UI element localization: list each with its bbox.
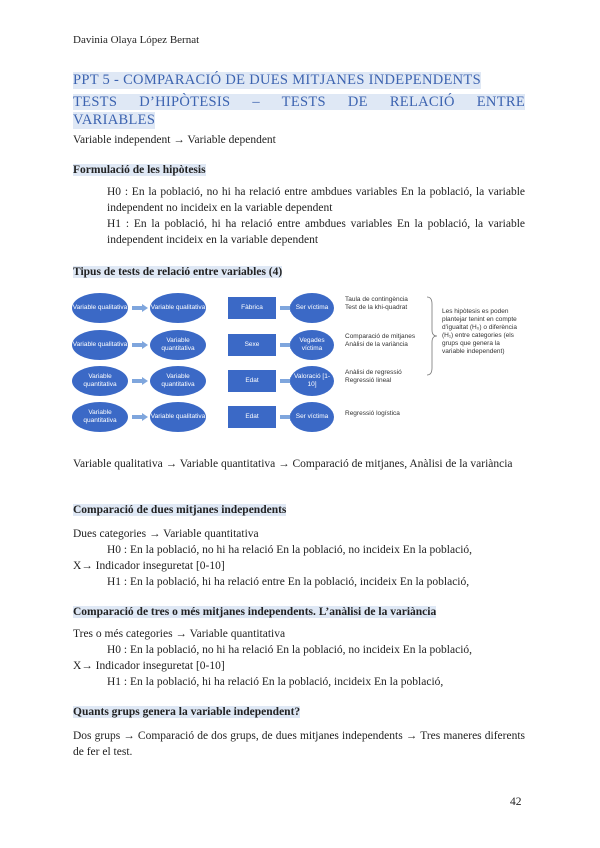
page-title-line-2-text: TESTS D’HIPÒTESIS – TESTS DE RELACIÓ ENTRE — [73, 94, 525, 110]
anova-line: Tres o més categories → Variable quantitativa — [73, 628, 286, 640]
diagram-node: Variable quantitativa — [150, 366, 206, 396]
heading-text: Comparació de dues mitjanes independents — [73, 504, 287, 516]
author-header: Davinia Olaya López Bernat — [73, 34, 200, 46]
test-label: Anàlisi de la variància — [345, 341, 408, 348]
note-line: d’igualtat (H₀) o diferència — [442, 324, 517, 331]
intro-text: Variable independent → Variable dependent — [73, 134, 276, 146]
anova-x: X→ Indicador inseguretat [0-10] — [73, 660, 225, 672]
page-title-line-3: VARIABLES — [73, 112, 156, 128]
hypothesis-h1: H1 : En la població, hi ha relació entre ambdues variables En la població, la variable independent incideix en la variable dependent — [107, 218, 525, 246]
diagram-node: Variable qualitativa — [72, 293, 128, 323]
anova-h1: H1 : En la població, hi ha relació En la població, incideix En la població, — [107, 676, 444, 688]
two-means-h1: H1 : En la població, hi ha relació entre En la població, incideix En la població, — [107, 576, 470, 588]
diagram-node: Variable qualitativa — [72, 330, 128, 360]
arrow-icon — [132, 341, 148, 349]
variable-relation-text: Variable qualitativa → Variable quantitativa → Comparació de mitjanes, Anàlisi de la variància — [73, 458, 513, 470]
section-heading-two-means — [73, 504, 286, 516]
diagram-node: Variable qualitativa — [150, 402, 206, 432]
hypothesis-h0: H0 : En la població, no hi ha relació entre ambdues variables En la població, la variable independent no incideix en la variable dependent — [107, 186, 525, 214]
diagram-node: Ser víctima — [290, 402, 334, 432]
note-line: plantejar tenint en compte — [442, 316, 517, 323]
diagram-note — [442, 308, 532, 356]
arrow-icon — [132, 377, 148, 385]
note-line: grups que genera la — [442, 340, 500, 347]
arrow-icon — [132, 304, 148, 312]
note-line: Les hipòtesis es poden — [442, 308, 509, 315]
diagram-node: Variable quantitativa — [72, 402, 128, 432]
section-heading-hypotheses — [73, 164, 206, 176]
page-title-line-2 — [73, 93, 525, 112]
diagram-tests — [345, 369, 402, 385]
diagram-tests — [345, 333, 415, 349]
note-line: (H₁) entre categories (els — [442, 332, 514, 339]
test-label: Regressió logística — [345, 410, 400, 417]
note-line: variable independent) — [442, 348, 505, 355]
diagram-example: Edat — [228, 406, 276, 428]
section-heading-anova — [73, 606, 436, 618]
test-label: Anàlisi de regressió — [345, 369, 402, 376]
anova-h0: H0 : En la població, no hi ha relació En la població, no incideix En la població, — [107, 644, 473, 656]
test-label: Regressió lineal — [345, 377, 392, 384]
diagram-tests — [345, 410, 400, 418]
diagram-node: Variable quantitativa — [150, 330, 206, 360]
test-label: Comparació de mitjanes — [345, 333, 416, 340]
two-means-line: Dues categories → Variable quantitativa — [73, 528, 259, 540]
heading-text: Comparació de tres o més mitjanes independents. L’anàlisi de la variància — [73, 606, 437, 618]
heading-text: Formulació de les hipòtesis — [73, 164, 206, 176]
two-means-x: X→ Indicador inseguretat [0-10] — [73, 560, 225, 572]
test-types-diagram — [70, 290, 530, 440]
diagram-example: Sexe — [228, 334, 276, 356]
diagram-node: Ser víctima — [290, 293, 334, 323]
diagram-node: Variable qualitativa — [150, 293, 206, 323]
page-number: 42 — [510, 796, 522, 808]
test-label: Taula de contingència — [345, 296, 408, 303]
diagram-node: Variable quantitativa — [72, 366, 128, 396]
page-title-line-1: PPT 5 - COMPARACIÓ DE DUES MITJANES INDEPENDENTS — [73, 72, 481, 88]
section-heading-test-types — [73, 266, 282, 278]
diagram-node: Valoració [1-10] — [290, 366, 334, 396]
bracket-icon — [426, 296, 438, 376]
section-heading-groups — [73, 706, 300, 718]
diagram-example: Fàbrica — [228, 297, 276, 319]
diagram-example: Edat — [228, 370, 276, 392]
two-means-h0: H0 : En la població, no hi ha relació En la població, no incideix En la població, — [107, 544, 473, 556]
diagram-node: Vegades víctima — [290, 330, 334, 360]
arrow-icon — [132, 413, 148, 421]
heading-text: Tipus de tests de relació entre variables (4) — [73, 266, 283, 278]
groups-text: Dos grups → Comparació de dos grups, de dues mitjanes independents → Tres maneres diferents de fer el test. — [73, 730, 525, 758]
diagram-tests — [345, 296, 408, 312]
test-label: Test de la khi-quadrat — [345, 304, 408, 311]
heading-text: Quants grups genera la variable independent? — [73, 706, 301, 718]
